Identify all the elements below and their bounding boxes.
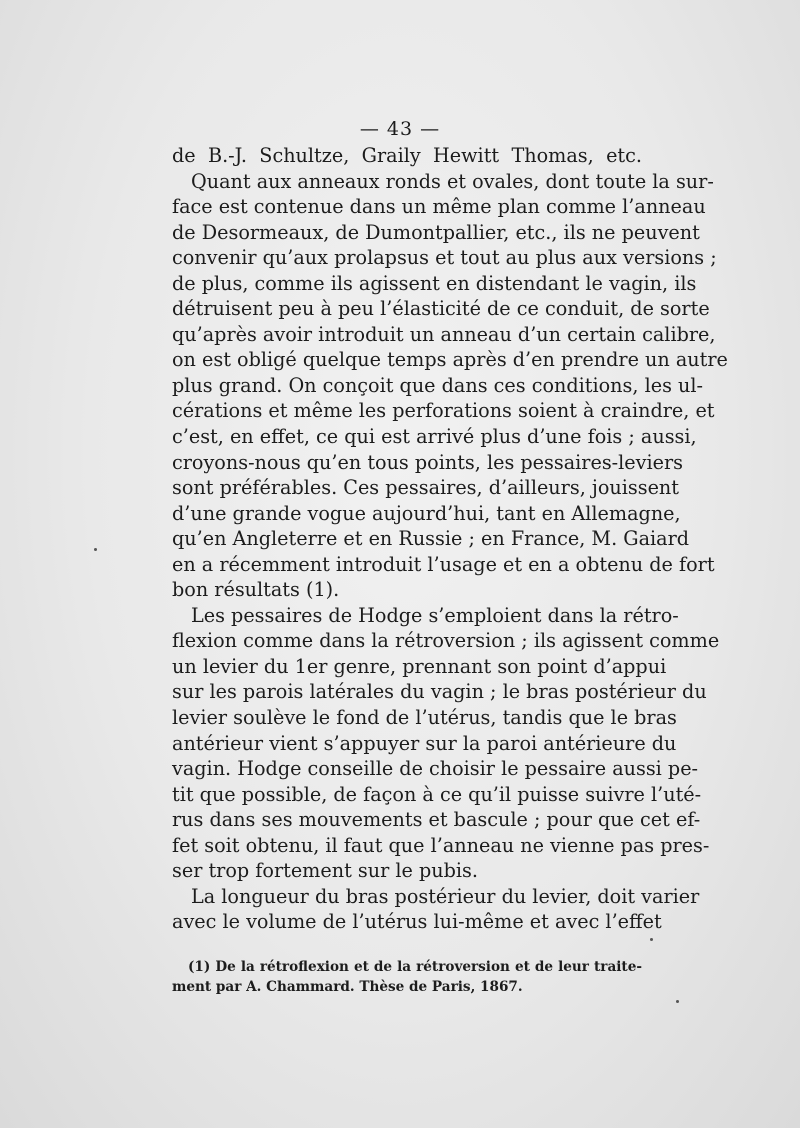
text-line: vagin. Hodge conseille de choisir le pessaire aussi pe- xyxy=(172,757,699,781)
text-line: rus dans ses mouvements et bascule ; pour que cet ef- xyxy=(172,808,701,832)
ink-speck xyxy=(676,1000,679,1003)
text-line: flexion comme dans la rétroversion ; ils agissent comme xyxy=(172,629,720,653)
text-line: c’est, en effet, ce qui est arrivé plus d’une fois ; aussi, xyxy=(172,425,697,449)
text-line: détruisent peu à peu l’élasticité de ce conduit, de sorte xyxy=(172,297,710,321)
ink-speck xyxy=(650,938,653,941)
text-line: convenir qu’aux prolapsus et tout au plus aux versions ; xyxy=(172,246,717,270)
page-number: — 43 — xyxy=(359,118,441,140)
text-line: d’une grande vogue aujourd’hui, tant en Allemagne, xyxy=(172,501,681,525)
text-line: La longueur du bras postérieur du levier, doit varier xyxy=(191,884,700,908)
text-line: sont préférables. Ces pessaires, d’ailleurs, jouissent xyxy=(172,476,679,500)
text-line: de Desormeaux, de Dumontpallier, etc., ils ne peuvent xyxy=(172,220,700,244)
text-line: qu’après avoir introduit un anneau d’un certain calibre, xyxy=(172,322,716,346)
footnote-line: ment par A. Chammard. Thèse de Paris, 1867. xyxy=(172,979,523,995)
text-line: de plus, comme ils agissent en distendant le vagin, ils xyxy=(172,271,697,295)
body-text xyxy=(172,143,728,935)
text-line: tit que possible, de façon à ce qu’il puisse suivre l’uté- xyxy=(172,782,702,806)
text-line: bon résultats (1). xyxy=(172,578,340,602)
text-line: Les pessaires de Hodge s’emploient dans la rétro- xyxy=(191,603,679,627)
text-line: ser trop fortement sur le pubis. xyxy=(172,859,478,883)
footnote-line: (1) De la rétroflexion et de la rétroversion et de leur traite- xyxy=(188,959,642,975)
text-line: qu’en Angleterre et en Russie ; en France, M. Gaiard xyxy=(172,527,690,551)
text-line: antérieur vient s’appuyer sur la paroi antérieure du xyxy=(172,731,677,755)
text-line: de B.-J. Schultze, Graily Hewitt Thomas, etc. xyxy=(172,144,642,167)
ink-speck xyxy=(94,548,97,551)
text-line: croyons-nous qu’en tous points, les pessaires-leviers xyxy=(172,450,684,474)
text-line: on est obligé quelque temps après d’en prendre un autre xyxy=(172,348,728,372)
text-line: plus grand. On conçoit que dans ces conditions, les ul- xyxy=(172,373,704,397)
text-line: avec le volume de l’utérus lui-même et avec l’effet xyxy=(172,910,662,934)
text-line: face est contenue dans un même plan comme l’anneau xyxy=(172,195,706,219)
text-line: levier soulève le fond de l’utérus, tandis que le bras xyxy=(172,706,677,730)
text-line: un levier du 1er genre, prennant son point d’appui xyxy=(172,654,667,678)
text-line: cérations et même les perforations soient à craindre, et xyxy=(172,399,715,423)
text-line: en a récemment introduit l’usage et en a obtenu de fort xyxy=(172,552,715,576)
footnote xyxy=(172,957,642,997)
text-line: fet soit obtenu, il faut que l’anneau ne vienne pas pres- xyxy=(172,833,710,857)
text-line: sur les parois latérales du vagin ; le bras postérieur du xyxy=(172,680,707,704)
text-line: Quant aux anneaux ronds et ovales, dont toute la sur- xyxy=(191,169,714,193)
